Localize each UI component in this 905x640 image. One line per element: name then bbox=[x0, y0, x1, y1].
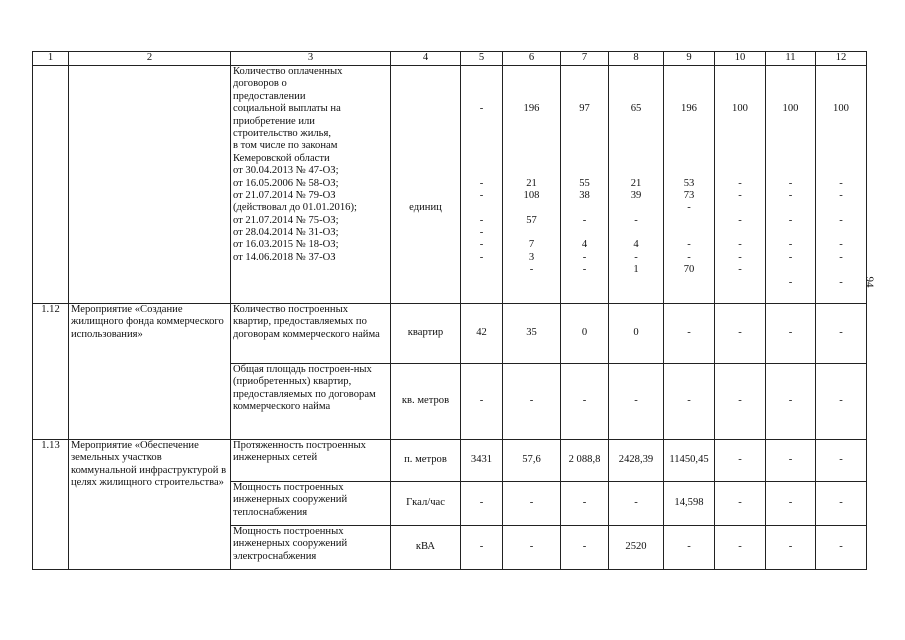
value-line bbox=[611, 140, 661, 152]
value-line bbox=[505, 91, 558, 103]
table-row bbox=[33, 304, 867, 364]
value-line: - bbox=[839, 177, 843, 189]
value-cell bbox=[766, 66, 816, 304]
value-line bbox=[717, 78, 763, 90]
header-cell: 11 bbox=[766, 52, 816, 66]
value-cell: - bbox=[664, 304, 715, 364]
indicator-line: от 16.05.2006 № 58-ОЗ; bbox=[233, 177, 339, 189]
indicator-line: (действовал до 01.01.2016); bbox=[233, 202, 357, 214]
page-number: 94 bbox=[863, 276, 876, 288]
value-line bbox=[505, 227, 558, 239]
value-line bbox=[768, 264, 813, 276]
value-line: - bbox=[738, 239, 742, 251]
value-line: 100 bbox=[782, 103, 799, 115]
value-cell: - bbox=[715, 440, 766, 482]
column-number-header bbox=[33, 52, 867, 66]
indicator-line: социальной выплаты на bbox=[233, 103, 341, 115]
value-line bbox=[611, 165, 661, 177]
value-line bbox=[717, 66, 763, 78]
unit-cell: кВА bbox=[391, 526, 461, 570]
indicator-line: договоров о bbox=[233, 78, 287, 90]
value-line bbox=[611, 66, 661, 78]
value-cell: - bbox=[816, 526, 867, 570]
value-cell: - bbox=[561, 482, 609, 526]
value-line bbox=[463, 78, 500, 90]
unit-label: единиц bbox=[409, 202, 442, 213]
value-line bbox=[505, 66, 558, 78]
value-line bbox=[666, 91, 712, 103]
value-line bbox=[717, 153, 763, 165]
value-cell: 2520 bbox=[609, 526, 664, 570]
value-line: 108 bbox=[523, 189, 540, 201]
value-cell: - bbox=[561, 526, 609, 570]
value-cell bbox=[503, 66, 561, 304]
value-line bbox=[717, 227, 763, 239]
value-cell: 0 bbox=[561, 304, 609, 364]
value-cell: - bbox=[715, 364, 766, 440]
indicator-line: приобретение или bbox=[233, 115, 315, 127]
value-cell: - bbox=[461, 526, 503, 570]
indicator-line: Количество оплаченных bbox=[233, 66, 343, 77]
value-cell: 57,6 bbox=[503, 440, 561, 482]
indicator-cell bbox=[231, 66, 391, 304]
value-line bbox=[611, 78, 661, 90]
value-cell: - bbox=[609, 364, 664, 440]
value-line: - bbox=[479, 103, 484, 115]
value-line bbox=[768, 91, 813, 103]
value-cell: - bbox=[816, 304, 867, 364]
indicator-line: предоставлении bbox=[233, 90, 306, 102]
value-cell bbox=[561, 66, 609, 304]
value-line bbox=[818, 78, 864, 90]
value-line bbox=[818, 116, 864, 128]
value-cell: 42 bbox=[461, 304, 503, 364]
value-line: 7 bbox=[528, 239, 535, 251]
value-line bbox=[505, 140, 558, 152]
unit-cell: п. метров bbox=[391, 440, 461, 482]
value-line bbox=[505, 202, 558, 214]
value-line: 55 bbox=[579, 177, 590, 189]
header-cell: 9 bbox=[664, 52, 715, 66]
value-line: 196 bbox=[523, 103, 540, 115]
value-line: 53 bbox=[683, 177, 695, 189]
value-line: - bbox=[839, 276, 843, 288]
value-line bbox=[563, 202, 606, 214]
value-line bbox=[563, 91, 606, 103]
value-line bbox=[563, 140, 606, 152]
measure-cell: Мероприятие «Обеспечение земельных участков коммунальной инфраструктурой в целях жилищного строительства» bbox=[69, 440, 231, 570]
header-cell: 8 bbox=[609, 52, 664, 66]
value-line bbox=[818, 66, 864, 78]
indicator-line: от 21.07.2014 № 79-ОЗ bbox=[233, 189, 336, 201]
value-line: - bbox=[529, 264, 534, 276]
value-line: 196 bbox=[681, 103, 697, 115]
header-cell: 12 bbox=[816, 52, 867, 66]
value-line: - bbox=[788, 239, 793, 251]
value-cell: 35 bbox=[503, 304, 561, 364]
value-line: - bbox=[788, 251, 793, 263]
header-cell: 6 bbox=[503, 52, 561, 66]
value-line: - bbox=[788, 214, 793, 226]
unit-cell bbox=[391, 66, 461, 304]
value-cell: 2 088,8 bbox=[561, 440, 609, 482]
value-line bbox=[818, 264, 864, 276]
value-line: 39 bbox=[630, 189, 642, 201]
value-line: - bbox=[738, 264, 742, 276]
value-line bbox=[666, 215, 712, 227]
value-line: 21 bbox=[630, 177, 642, 189]
value-line: - bbox=[479, 239, 484, 251]
header-cell: 3 bbox=[231, 52, 391, 66]
value-line bbox=[611, 227, 661, 239]
value-line: 3 bbox=[528, 251, 535, 263]
value-line bbox=[666, 140, 712, 152]
value-cell bbox=[715, 66, 766, 304]
value-line bbox=[463, 165, 500, 177]
value-line: - bbox=[738, 189, 742, 201]
value-line: 73 bbox=[683, 189, 695, 201]
value-cell: - bbox=[461, 364, 503, 440]
value-line bbox=[818, 202, 864, 214]
value-line bbox=[563, 153, 606, 165]
value-line: - bbox=[479, 189, 484, 201]
value-line: - bbox=[839, 239, 843, 251]
indicator-cell: Количество построенных квартир, предоставляемых по договорам коммерческого найма bbox=[231, 304, 391, 364]
value-line bbox=[563, 78, 606, 90]
value-line bbox=[818, 227, 864, 239]
header-cell: 4 bbox=[391, 52, 461, 66]
value-line bbox=[768, 116, 813, 128]
value-line: - bbox=[839, 251, 843, 263]
value-cell: 0 bbox=[609, 304, 664, 364]
value-line bbox=[666, 128, 712, 140]
document-page bbox=[32, 51, 867, 570]
value-line bbox=[818, 128, 864, 140]
value-line: 100 bbox=[732, 103, 748, 115]
value-line bbox=[717, 91, 763, 103]
value-cell: - bbox=[766, 482, 816, 526]
value-line bbox=[505, 165, 558, 177]
value-line bbox=[666, 116, 712, 128]
value-cell: - bbox=[609, 482, 664, 526]
measure-cell bbox=[69, 66, 231, 304]
value-line bbox=[563, 116, 606, 128]
header-cell: 10 bbox=[715, 52, 766, 66]
value-line bbox=[818, 165, 864, 177]
value-line bbox=[768, 66, 813, 78]
value-line: 70 bbox=[683, 264, 695, 276]
value-cell: - bbox=[461, 482, 503, 526]
value-cell bbox=[816, 66, 867, 304]
value-cell: - bbox=[503, 526, 561, 570]
value-line: - bbox=[738, 177, 742, 189]
row-number-cell: 1.12 bbox=[33, 304, 69, 440]
value-line bbox=[563, 128, 606, 140]
value-cell bbox=[664, 66, 715, 304]
value-line bbox=[505, 116, 558, 128]
value-line: - bbox=[738, 214, 742, 226]
value-cell: - bbox=[766, 526, 816, 570]
value-line: - bbox=[687, 251, 691, 263]
value-cell: - bbox=[503, 482, 561, 526]
value-cell: - bbox=[664, 364, 715, 440]
header-cell: 7 bbox=[561, 52, 609, 66]
value-line bbox=[768, 165, 813, 177]
value-line: - bbox=[839, 214, 843, 226]
value-line bbox=[563, 66, 606, 78]
value-line bbox=[768, 128, 813, 140]
value-cell: - bbox=[715, 526, 766, 570]
value-line bbox=[611, 153, 661, 165]
unit-cell: Гкал/час bbox=[391, 482, 461, 526]
value-cell: - bbox=[766, 364, 816, 440]
value-line bbox=[818, 91, 864, 103]
value-line bbox=[717, 128, 763, 140]
indicator-cell: Общая площадь построен-ных (приобретенных) квартир, предоставляемых по договорам коммерческого найма bbox=[231, 364, 391, 440]
value-line bbox=[768, 202, 813, 214]
value-line bbox=[717, 165, 763, 177]
row-number-cell bbox=[33, 66, 69, 304]
value-line: 4 bbox=[633, 239, 639, 251]
value-line: 4 bbox=[581, 239, 588, 251]
value-line: 100 bbox=[833, 103, 849, 115]
value-line: 21 bbox=[526, 177, 537, 189]
value-line bbox=[666, 165, 712, 177]
table-row bbox=[33, 66, 867, 304]
value-cell: - bbox=[816, 364, 867, 440]
value-line: 38 bbox=[579, 189, 590, 201]
value-cell: - bbox=[715, 304, 766, 364]
value-line: - bbox=[479, 177, 484, 189]
value-line bbox=[666, 78, 712, 90]
value-line bbox=[463, 116, 500, 128]
value-line bbox=[818, 140, 864, 152]
value-line: - bbox=[687, 202, 691, 214]
value-cell: - bbox=[766, 440, 816, 482]
value-line: - bbox=[479, 214, 484, 226]
indicators-table bbox=[32, 51, 867, 570]
value-line bbox=[505, 128, 558, 140]
value-line: - bbox=[582, 251, 587, 263]
row-number-cell: 1.13 bbox=[33, 440, 69, 570]
value-line: 65 bbox=[630, 103, 642, 115]
value-line bbox=[666, 227, 712, 239]
value-line bbox=[768, 153, 813, 165]
value-line bbox=[563, 227, 606, 239]
value-line: - bbox=[788, 189, 793, 201]
value-line bbox=[666, 66, 712, 78]
value-line bbox=[717, 202, 763, 214]
value-line bbox=[717, 140, 763, 152]
indicator-line: от 30.04.2013 № 47-ОЗ; bbox=[233, 165, 339, 177]
value-line bbox=[666, 153, 712, 165]
value-line bbox=[463, 202, 500, 214]
value-line bbox=[463, 66, 500, 78]
indicator-line: Кемеровской области bbox=[233, 152, 330, 164]
value-cell: 14,598 bbox=[664, 482, 715, 526]
value-line: - bbox=[738, 251, 742, 263]
value-line: - bbox=[634, 251, 638, 263]
value-line: - bbox=[839, 189, 843, 201]
value-line bbox=[463, 153, 500, 165]
value-line: - bbox=[479, 251, 484, 263]
indicator-line: от 16.03.2015 № 18-ОЗ; bbox=[233, 239, 339, 251]
indicator-cell: Мощность построенных инженерных сооружений теплоснабжения bbox=[231, 482, 391, 526]
value-cell: - bbox=[715, 482, 766, 526]
value-line bbox=[768, 227, 813, 239]
value-line bbox=[611, 116, 661, 128]
value-line: - bbox=[582, 214, 587, 226]
value-line bbox=[611, 91, 661, 103]
value-cell: - bbox=[561, 364, 609, 440]
value-cell: - bbox=[664, 526, 715, 570]
value-line bbox=[768, 140, 813, 152]
value-cell: - bbox=[816, 440, 867, 482]
value-line: - bbox=[634, 214, 638, 226]
value-cell: 2428,39 bbox=[609, 440, 664, 482]
value-line bbox=[463, 140, 500, 152]
value-line bbox=[611, 202, 661, 214]
value-line bbox=[768, 78, 813, 90]
value-line bbox=[505, 153, 558, 165]
value-line: 1 bbox=[633, 264, 639, 276]
value-line: 57 bbox=[526, 214, 537, 226]
value-line bbox=[611, 128, 661, 140]
indicator-line: от 21.07.2014 № 75-ОЗ; bbox=[233, 214, 339, 226]
indicator-cell: Протяженность построенных инженерных сетей bbox=[231, 440, 391, 482]
value-line bbox=[563, 165, 606, 177]
indicator-cell: Мощность построенных инженерных сооружений электроснабжения bbox=[231, 526, 391, 570]
value-line: - bbox=[582, 264, 587, 276]
table-row bbox=[33, 440, 867, 482]
value-line: 97 bbox=[579, 103, 590, 115]
value-cell: 3431 bbox=[461, 440, 503, 482]
value-line bbox=[505, 78, 558, 90]
indicator-line: в том числе по законам bbox=[233, 140, 338, 152]
indicator-line: от 14.06.2018 № 37-ОЗ bbox=[233, 251, 336, 263]
value-cell bbox=[461, 66, 503, 304]
value-line: - bbox=[687, 239, 691, 251]
header-cell: 2 bbox=[69, 52, 231, 66]
value-cell: - bbox=[766, 304, 816, 364]
value-line: - bbox=[788, 177, 793, 189]
value-line bbox=[818, 153, 864, 165]
value-cell bbox=[609, 66, 664, 304]
value-cell: - bbox=[816, 482, 867, 526]
unit-cell: квартир bbox=[391, 304, 461, 364]
value-cell: 11450,45 bbox=[664, 440, 715, 482]
value-line: - bbox=[479, 227, 484, 239]
indicator-line: строительство жилья, bbox=[233, 127, 332, 139]
value-line bbox=[717, 116, 763, 128]
unit-cell: кв. метров bbox=[391, 364, 461, 440]
indicator-line: от 28.04.2014 № 31-ОЗ; bbox=[233, 227, 339, 239]
value-line bbox=[463, 91, 500, 103]
value-line: - bbox=[788, 276, 793, 288]
value-line bbox=[463, 128, 500, 140]
value-cell: - bbox=[503, 364, 561, 440]
measure-cell: Мероприятие «Создание жилищного фонда коммерческого использования» bbox=[69, 304, 231, 440]
header-cell: 5 bbox=[461, 52, 503, 66]
header-cell: 1 bbox=[33, 52, 69, 66]
